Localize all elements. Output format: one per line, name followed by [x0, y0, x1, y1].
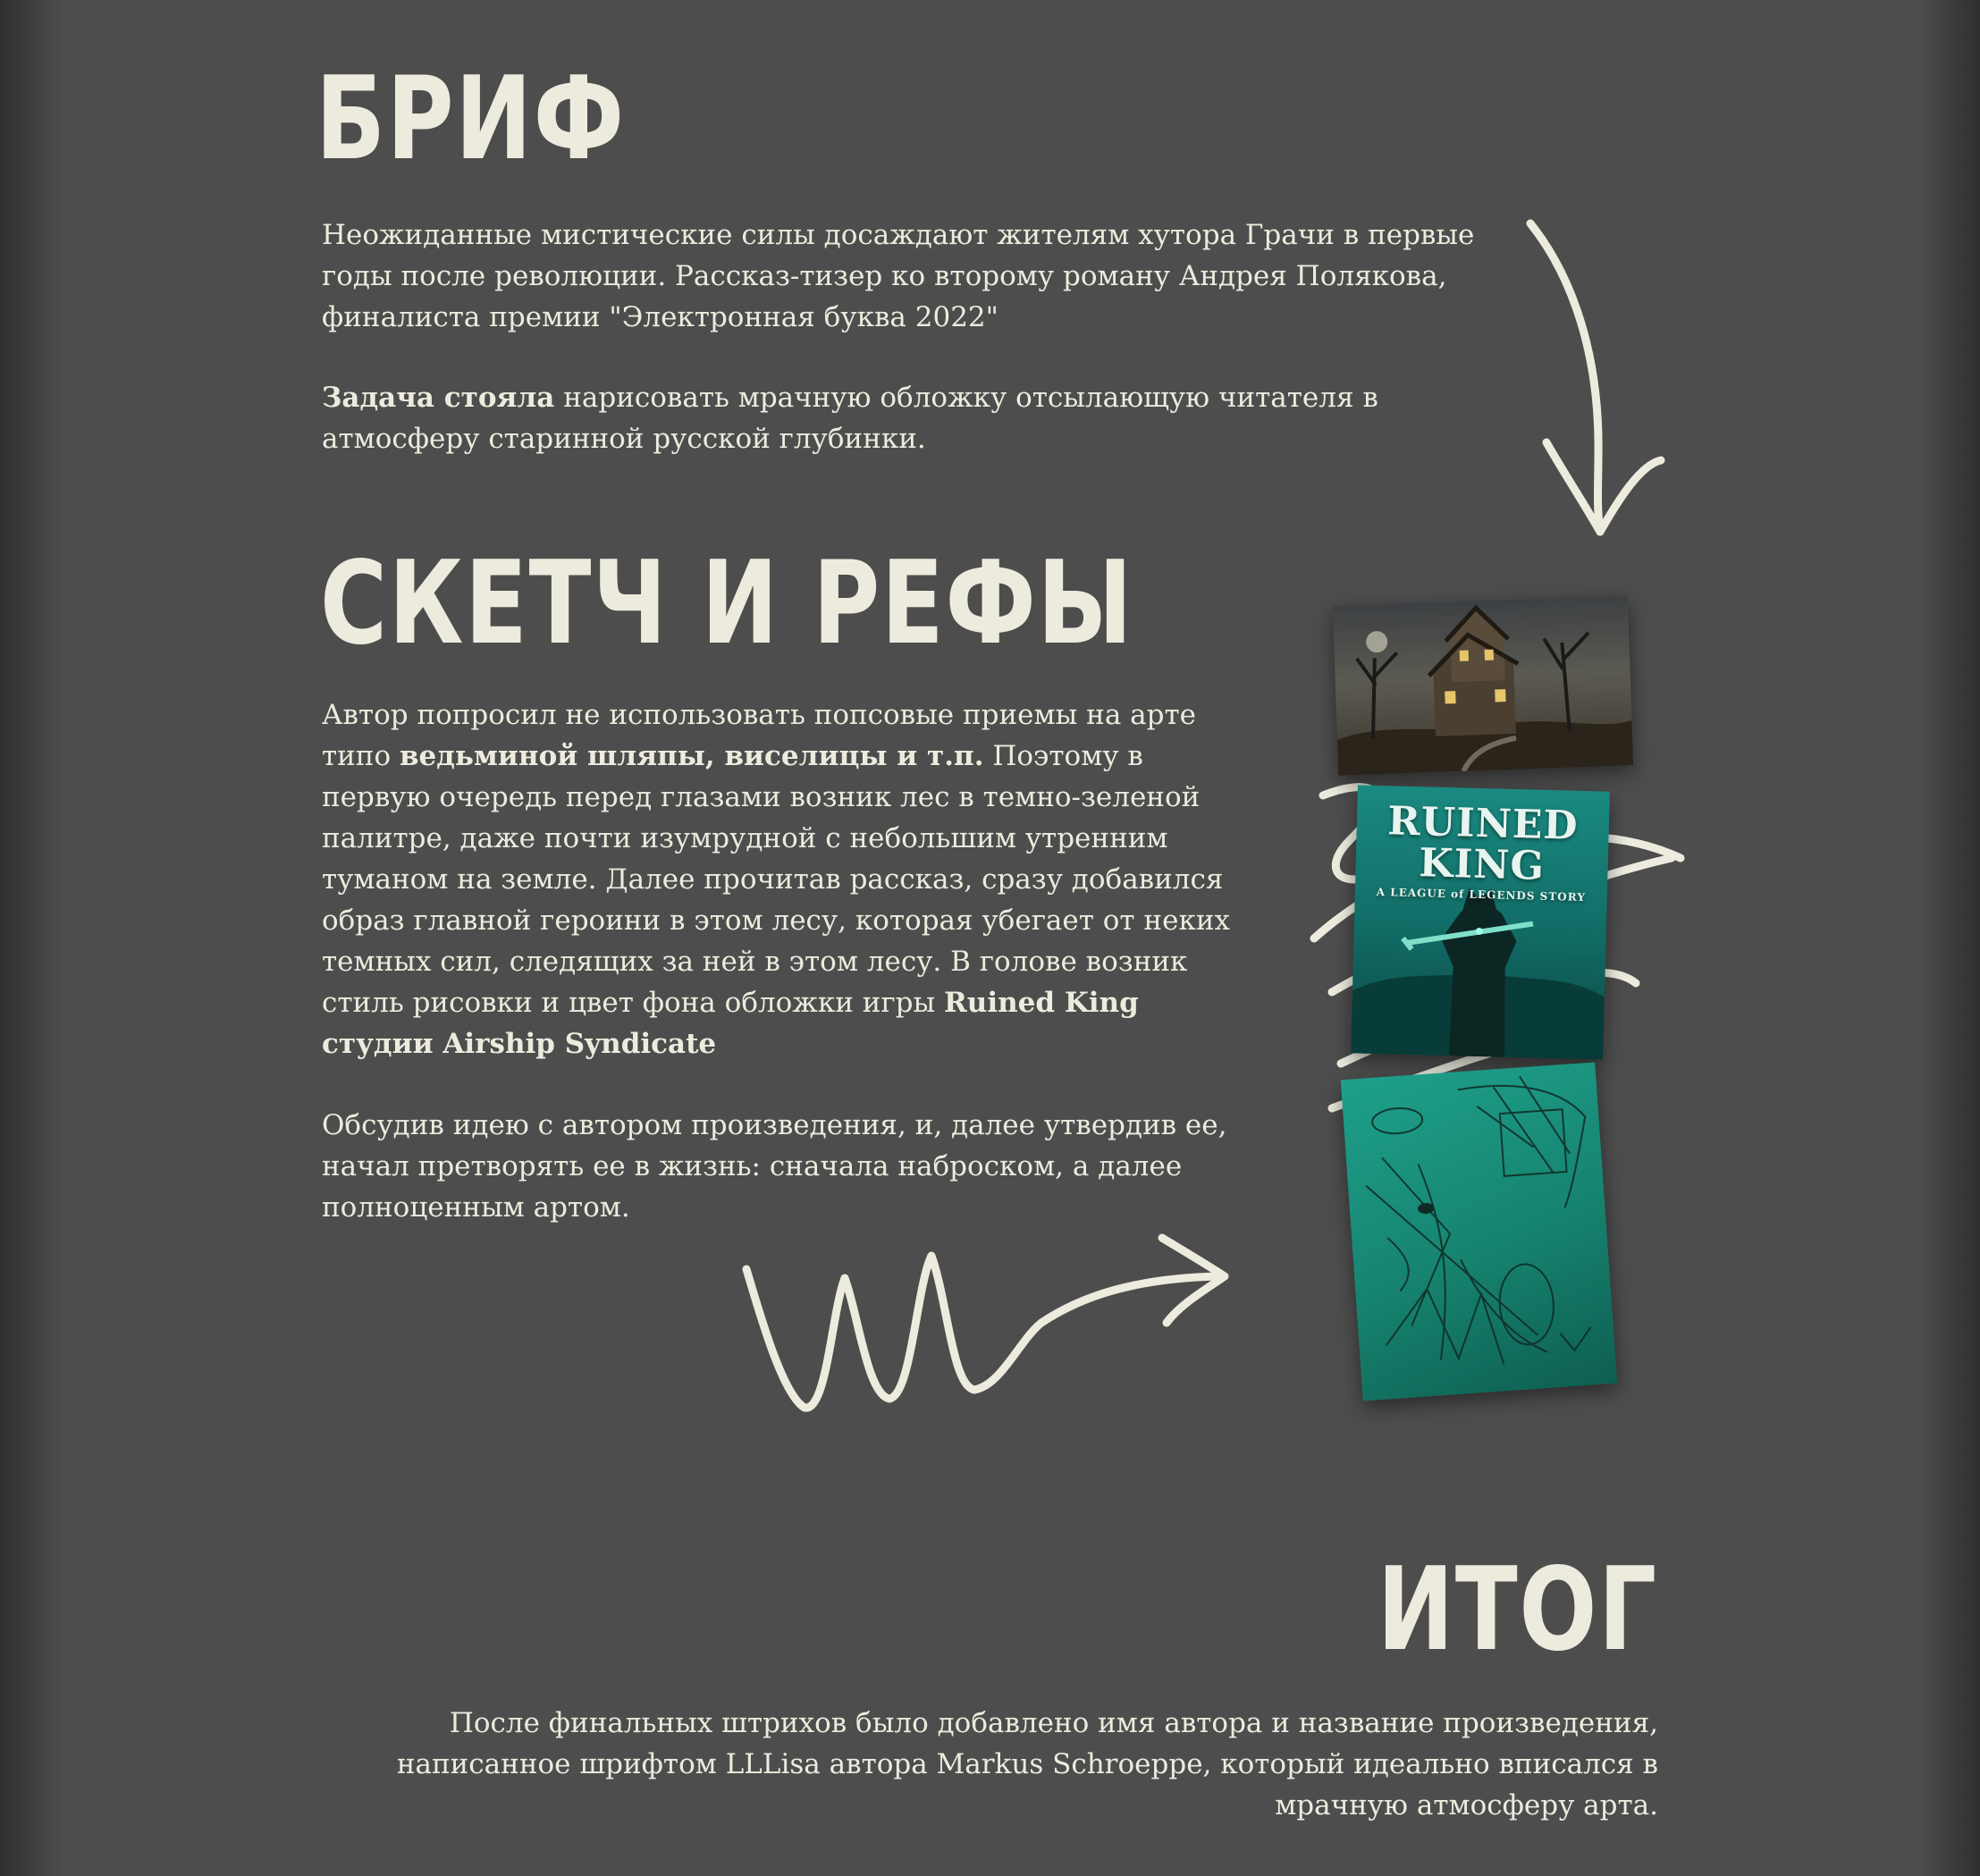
sketch-paragraph-2: Обсудив идею с автором произведения, и, далее утвердив ее, начал претворять ее в жизнь: сначала наброском, а далее полноценным артом.: [322, 1109, 1227, 1224]
sketch-text-b: Поэтому в первую очередь перед глазами возник лес в темно-зеленой палитре, даже почти изумрудной с небольшим утренним туманом на земле. Далее прочитав рассказ, сразу добавился образ главной героини в этом лесу, которая убегает от неких темных сил, следящих за ней в этом лесу. В голове возник стиль рисовки и цвет фона обложки игры: [322, 740, 1230, 1019]
ruined-king-title-line2: KING: [1418, 840, 1546, 889]
ruined-king-subtitle: A LEAGUE of LEGENDS STORY: [1376, 885, 1587, 904]
arrow-down-doodle: [1502, 215, 1681, 554]
task-text: нарисовать мрачную обложку отсылающую читателя в атмосферу старинной русской глубинки.: [322, 382, 1378, 455]
task-bold: Задача стояла: [322, 382, 555, 414]
sketch-paragraph: [322, 694, 1234, 1064]
reference-ruined-king-cover: [1351, 785, 1610, 1059]
result-paragraph: После финальных штрихов было добавлено имя автора и название произведения, написанное шрифтом LLLisa автора Markus Schroeppe, который идеально вписался в мрачную атмосферу арта.: [396, 1707, 1658, 1821]
zigzag-arrow-doodle: [733, 1216, 1243, 1421]
sketch-bold-1: ведьминой шляпы, виселицы и т.п.: [400, 740, 984, 772]
reference-house-image: [1333, 595, 1633, 775]
right-vignette: [1917, 0, 1980, 1876]
sketch-draft-image: [1341, 1062, 1617, 1401]
house-illustration: [1333, 595, 1633, 775]
left-vignette: [0, 0, 63, 1876]
brief-paragraph: Неожиданные мистические силы досаждают жителям хутора Грачи в первые годы после революции. Рассказ-тизер ко второму роману Андрея Полякова, финалиста премии "Электронная буква 2022": [322, 219, 1475, 333]
brief-heading: БРИФ: [316, 53, 626, 186]
task-paragraph: [322, 377, 1502, 459]
result-heading: ИТОГ: [1377, 1544, 1658, 1677]
sketch-scribbles: [1341, 1062, 1617, 1401]
ruined-king-title-line1: RUINED: [1386, 798, 1580, 849]
sketch-text-a: Автор попросил не использовать попсовые приемы на арте типо: [322, 699, 1196, 772]
sketch-heading: СКЕТЧ И РЕФЫ: [320, 537, 1134, 670]
sketch-bold-2: Ruined King студии Airship Syndicate: [322, 987, 1139, 1060]
